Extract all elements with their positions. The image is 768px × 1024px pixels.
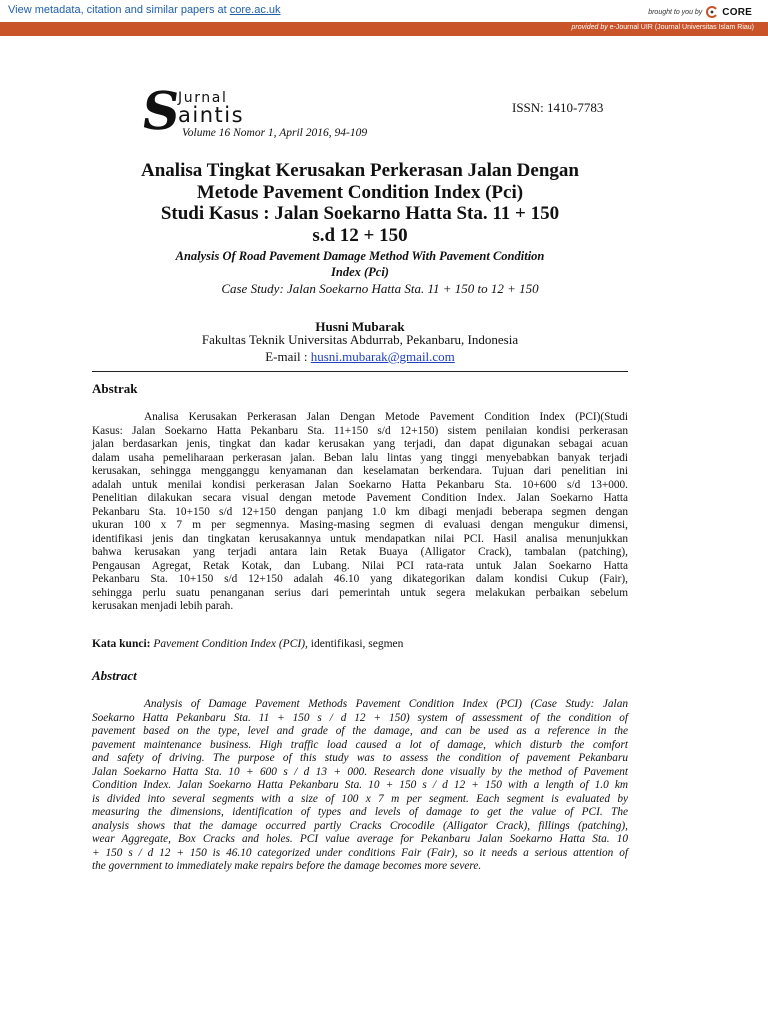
- header-divider: [92, 371, 628, 372]
- keywords-label: Kata kunci:: [92, 638, 154, 650]
- paragraph-line: ukuran 100 x 7 m per segmennya. Masing-masing segmen di evaluasi dengan mengukur dimensi,: [92, 519, 628, 531]
- paragraph-line: Penelitian dilakukan secara visual dengan metode Pavement Condition Index. Jalan Soekarno Hatta: [92, 492, 628, 504]
- paragraph-line: wear Aggregate, Box Cracks and holes. PCI value average for Pekanbaru Jalan Soekarno Hatta Sta. 10: [92, 833, 628, 845]
- paragraph-line: and safety of driving. The purpose of this study was to assess the condition of pavement Pekanbaru: [92, 752, 628, 764]
- abstract-heading: Abstract: [92, 668, 137, 683]
- metadata-text: View metadata, citation and similar papers at: [8, 4, 230, 16]
- title-line: Metode Pavement Condition Index (Pci): [196, 181, 524, 203]
- paragraph-line: bahwa kerusakan yang terjadi antara lain Retak Buaya (Alligator Crack), tambalan (patching),: [92, 546, 628, 558]
- case-study-title: Case Study: Jalan Soekarno Hatta Sta. 11 + 150 to 12 + 150: [221, 281, 539, 296]
- english-title-line: Analysis Of Road Pavement Damage Method With Pavement Condition: [175, 249, 545, 263]
- logo-letter: S: [137, 81, 184, 142]
- view-metadata-link[interactable]: [8, 4, 281, 16]
- paragraph-line: Pengausan Agregat, Retak Kotak, dan Lubang. Nilai PCI rata-rata untuk Jalan Soekarno Hatta: [92, 559, 628, 572]
- keywords: [92, 638, 403, 650]
- volume-line: Volume 16 Nomor 1, April 2016, 94-109: [182, 127, 368, 139]
- paragraph-line: sehingga perlu suatu penanganan serius dari pemerintah untuk segera melakukan perbaikan sebelum: [92, 586, 628, 599]
- paragraph-line: kerusakan menjadi lebih parah.: [92, 600, 234, 612]
- paragraph-line: dalam usaha pemeliharaan perkerasan jalan. Beban lalu lintas yang tinggi menyebabkan banyak terjadi: [92, 451, 628, 464]
- paragraph-line: Jalan Soekarno Hatta Sta. 10 + 600 s / d 13 + 000. Research done visually by the method of Pavement: [92, 765, 628, 778]
- paragraph-line: adalah untuk menilai kondisi perkerasan Jalan Soekarno Hatta Pekanbaru Sta. 10+600 s/d 13+000.: [92, 478, 628, 491]
- logo-word-bottom: aintis: [178, 103, 245, 127]
- core-name: CORE: [722, 6, 752, 18]
- paragraph-line: Kasus: Jalan Soekarno Hatta Pekanbaru Sta. 11+150 s/d 12+150) sistem penilaian kondisi perkerasan: [92, 424, 628, 437]
- paragraph-line: Pekanbaru Sta. 10+150 s/d 12+150 dengan panjang 1.0 km dibagi menjadi beberapa segmen dengan: [92, 505, 628, 518]
- paragraph-line: pavement maintenance business. High traffic load caused a lot of damage, which disturb the comfort: [92, 738, 628, 751]
- core-logo-icon: [706, 6, 718, 18]
- paragraph-line: Condition Index. Jalan Soekarno Hatta Pekanbaru Sta. 10 + 150 s / d 12 + 150 with a length of 1.0 km: [92, 779, 628, 791]
- logo-word-top: Jurnal: [178, 90, 228, 106]
- paragraph-line: jalan berdasarkan jenis, tingkat dan kadar kerusakan yang terjadi, dan dapat digunakan sebagai acuan: [92, 438, 628, 450]
- core-banner: [0, 0, 768, 23]
- author-email: [80, 349, 640, 365]
- paragraph-line: Soekarno Hatta Pekanbaru Sta. 11 + 150 s / d 12 + 150) system of assessment of the condition of: [92, 711, 628, 724]
- english-title: [80, 249, 640, 280]
- title-line: Studi Kasus : Jalan Soekarno Hatta Sta. 11 + 150: [160, 203, 560, 224]
- provider-bar: [0, 22, 768, 36]
- paragraph-line: analysis shows that the damage occurred partly Cracks Crocodile (Alligator Crack), fillings (patching),: [92, 819, 628, 832]
- paragraph-line: Pekanbaru Sta. 10+150 s/d 12+150 adalah 46.10 yang dikategorikan dalam kondisi Cukup (Fair),: [92, 573, 628, 585]
- abstrak-body: [92, 411, 628, 614]
- provided-by-text[interactable]: [572, 24, 754, 31]
- provided-source: e-Journal UIR (Journal Universitas Islam Riau): [609, 24, 754, 31]
- paragraph-line: pavement based on the type, level and grade of the damage, and can be used as a reference in the: [92, 725, 628, 737]
- email-link[interactable]: husni.mubarak@gmail.com: [310, 349, 455, 364]
- keywords-rest: identifikasi, segmen: [307, 638, 404, 650]
- provided-prefix: provided by: [571, 24, 610, 31]
- paragraph-line: Analysis of Damage Pavement Methods Pavement Condition Index (PCI) (Case Study: Jalan: [144, 698, 628, 710]
- abstrak-heading: Abstrak: [92, 381, 138, 396]
- email-label: E-mail :: [265, 349, 311, 364]
- english-title-line: Index (Pci): [331, 264, 389, 279]
- paragraph-line: measuring the dimensions, identification of types and levels of damage to get the value of PCI. The: [92, 806, 628, 818]
- brought-to-you-text: brought to you by: [648, 8, 703, 16]
- paragraph-line: identifikasi jenis dan tingkatan kerusakannya untuk mendapatkan nilai PCI. Hasil analisa menunjukkan: [92, 532, 628, 545]
- author-name: Husni Mubarak: [315, 319, 405, 334]
- paper-title: [80, 160, 640, 246]
- paragraph-line: Analisa Kerusakan Perkerasan Jalan Dengan Metode Pavement Condition Index (PCI)(Studi: [144, 411, 628, 423]
- paragraph-line: kerusakan, sehingga mengganggu kenyamanan dan keselamatan berkendara. Tujuan dari penelitian ini: [92, 465, 628, 477]
- core-domain-link[interactable]: core.ac.uk: [229, 4, 281, 16]
- title-line: s.d 12 + 150: [312, 224, 408, 246]
- issn: ISSN: 1410-7783: [512, 100, 604, 115]
- paragraph-line: the government to immediately make repairs before the damage becomes more severe.: [92, 860, 482, 872]
- paragraph-line: + 150 s / d 12 + 150 is 46.10 categorized under conditions Fair (Fair), so it needs a serious attention of: [92, 846, 628, 859]
- paragraph-line: is divided into several segments with a size of 100 x 7 m per segment. Each segment is evaluated by: [92, 792, 628, 805]
- author-affiliation: Fakultas Teknik Universitas Abdurrab, Pekanbaru, Indonesia: [201, 332, 519, 347]
- title-line: Analisa Tingkat Kerusakan Perkerasan Jalan Dengan: [141, 160, 579, 181]
- abstract-body: [92, 698, 628, 874]
- core-brand[interactable]: [648, 5, 752, 19]
- keywords-italic: Pavement Condition Index (PCI),: [153, 638, 308, 650]
